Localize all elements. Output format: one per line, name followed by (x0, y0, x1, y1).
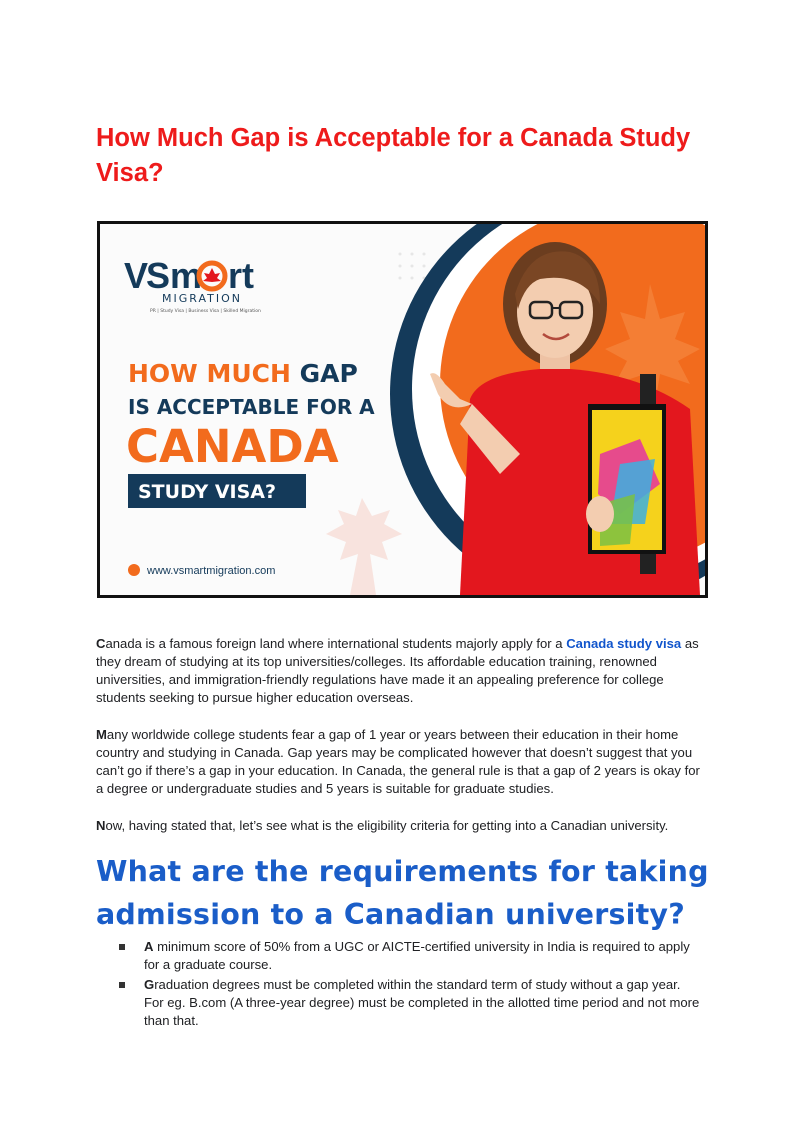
globe-icon (128, 564, 140, 576)
square-bullet-icon (119, 944, 125, 950)
svg-text:PR | Study Visa | Business Vis: PR | Study Visa | Business Visa | Skilled Migration (150, 309, 261, 314)
banner-headline-line1: HOW MUCH GAP (128, 359, 358, 388)
intro-paragraph: Canada is a famous foreign land where international students majorly apply for a Canada study visa as they dream of studying at its top universities/colleges. Its affordable education training, renowned universities, and immigration-friendly regulations have made it an appealing preference for college students seeking to pursue higher education overseas. (96, 636, 699, 705)
svg-text:V: V (124, 255, 149, 296)
banner-headline-canada: CANADA (126, 420, 339, 473)
banner-headline-study-visa: STUDY VISA? (138, 481, 277, 503)
hero-banner-image (97, 221, 708, 598)
svg-text:Sm: Sm (146, 255, 203, 296)
requirements-list (96, 938, 701, 1032)
eligibility-intro-paragraph: Now, having stated that, let’s see what is the eligibility criteria for getting into a Canadian university. (96, 818, 669, 833)
list-item: A minimum score of 50% from a UGC or AICTE-certified university in India is required to apply for a graduate course. (96, 938, 701, 974)
square-bullet-icon (119, 982, 125, 988)
requirements-heading: What are the requirements for taking admission to a Canadian university? (96, 855, 709, 931)
svg-text:rt: rt (228, 255, 254, 296)
svg-text:MIGRATION: MIGRATION (162, 292, 242, 305)
page-title: How Much Gap is Acceptable for a Canada Study Visa? (96, 124, 691, 187)
banner-headline-line2: IS ACCEPTABLE FOR A (128, 395, 375, 419)
canada-study-visa-link[interactable]: Canada study visa (566, 636, 682, 651)
gap-paragraph: Many worldwide college students fear a gap of 1 year or years between their education in their home country and studying in Canada. Gap years may be complicated however that doesn’t suggest that you can’t go if there’s a gap in your education. In Canada, the general rule is that a gap of 2 years is okay for a degree or undergraduate studies and 5 years is suitable for graduate studies. (96, 727, 700, 796)
list-item: Graduation degrees must be completed within the standard term of study without a gap year. For eg. B.com (A three-year degree) must be completed in the allotted time period and not more than that. (96, 976, 701, 1030)
banner-website: www.vsmartmigration.com (147, 565, 276, 577)
